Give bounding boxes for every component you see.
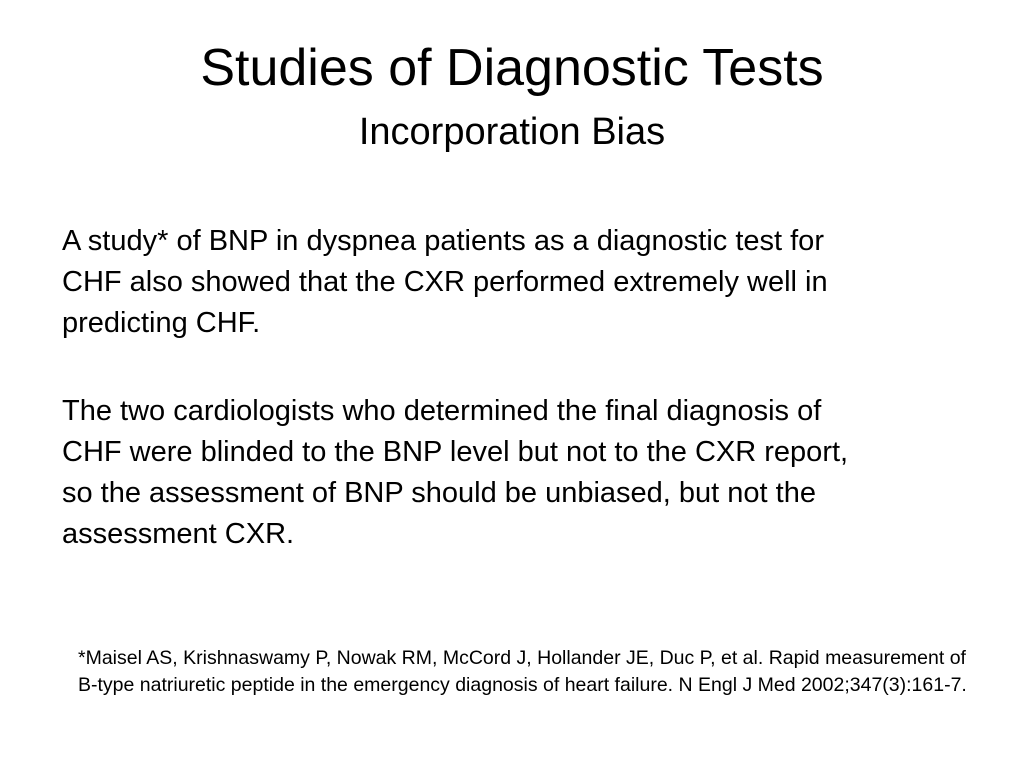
slide-subtitle: Incorporation Bias xyxy=(358,111,666,153)
paragraph-study-description: A study* of BNP in dyspnea patients as a diagnostic test for CHF also showed that the CXR performed extremely well in predicting CHF. xyxy=(62,225,828,339)
slide-title: Studies of Diagnostic Tests xyxy=(200,39,824,97)
reference-footnote: *Maisel AS, Krishnaswamy P, Nowak RM, McCord J, Hollander JE, Duc P, et al. Rapid measurement of B-type natriuretic peptide in the emergency diagnosis of heart failure. N Engl J Med 2002;347(3):161-7. xyxy=(78,647,967,696)
paragraph-blinding-explanation: The two cardiologists who determined the final diagnosis of CHF were blinded to the BNP level but not to the CXR report, so the assessment of BNP should be unbiased, but not the assessment CXR. xyxy=(62,395,849,550)
